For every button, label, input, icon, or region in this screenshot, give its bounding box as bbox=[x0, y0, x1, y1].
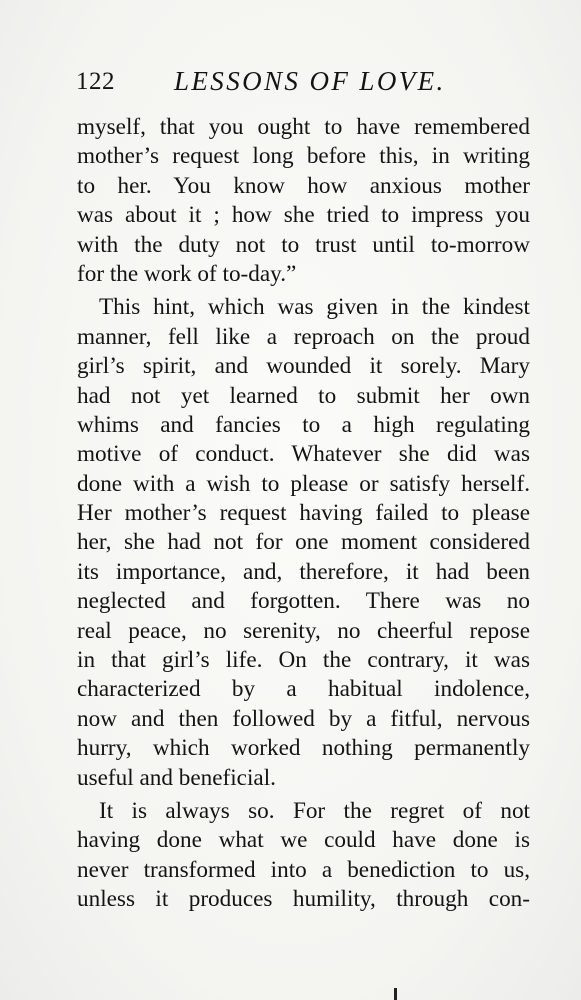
page-number: 122 bbox=[76, 68, 115, 95]
text-line: neglected and forgotten. There was no bbox=[77, 588, 530, 615]
text-line: in that girl’s life. On the contrary, it was bbox=[77, 647, 530, 674]
text-line: with the duty not to trust until to-morrow bbox=[77, 231, 530, 258]
text-line: It is always so. For the regret of not bbox=[99, 797, 530, 824]
text-line: done with a wish to please or satisfy herself. bbox=[77, 470, 530, 497]
text-line: its importance, and, therefore, it had been bbox=[77, 558, 530, 585]
text-line: mother’s request long before this, in writing bbox=[77, 143, 530, 170]
print-speck bbox=[394, 988, 397, 1000]
text-line: had not yet learned to submit her own bbox=[77, 382, 530, 409]
text-line: now and then followed by a fitful, nervous bbox=[77, 705, 530, 732]
text-line: for the work of to-day.” bbox=[77, 260, 297, 287]
text-line: to her. You know how anxious mother bbox=[77, 172, 530, 199]
text-line: real peace, no serenity, no cheerful repose bbox=[77, 617, 530, 644]
text-line: never transformed into a benediction to us, bbox=[77, 856, 530, 883]
text-line: myself, that you ought to have remembered bbox=[77, 114, 530, 140]
text-line: motive of conduct. Whatever she did was bbox=[77, 441, 530, 468]
text-line: her, she had not for one moment considered bbox=[77, 529, 530, 556]
text-line: characterized by a habitual indolence, bbox=[77, 676, 530, 703]
text-line: unless it produces humility, through con- bbox=[77, 886, 530, 913]
text-line: was about it ; how she tried to impress you bbox=[77, 202, 530, 229]
text-line: useful and beneficial. bbox=[77, 764, 276, 791]
text-line: girl’s spirit, and wounded it sorely. Mary bbox=[77, 353, 530, 380]
text-line: This hint, which was given in the kindest bbox=[99, 294, 530, 321]
text-line: manner, fell like a reproach on the proud bbox=[77, 323, 530, 350]
running-head bbox=[76, 66, 532, 102]
running-title: LESSONS OF LOVE. bbox=[174, 66, 446, 96]
text-line: having done what we could have done is bbox=[77, 827, 530, 854]
text-line: hurry, which worked nothing permanently bbox=[77, 735, 530, 762]
body-text bbox=[77, 113, 530, 915]
text-line: whims and fancies to a high regulating bbox=[77, 411, 530, 438]
text-line: Her mother’s request having failed to please bbox=[77, 500, 530, 527]
